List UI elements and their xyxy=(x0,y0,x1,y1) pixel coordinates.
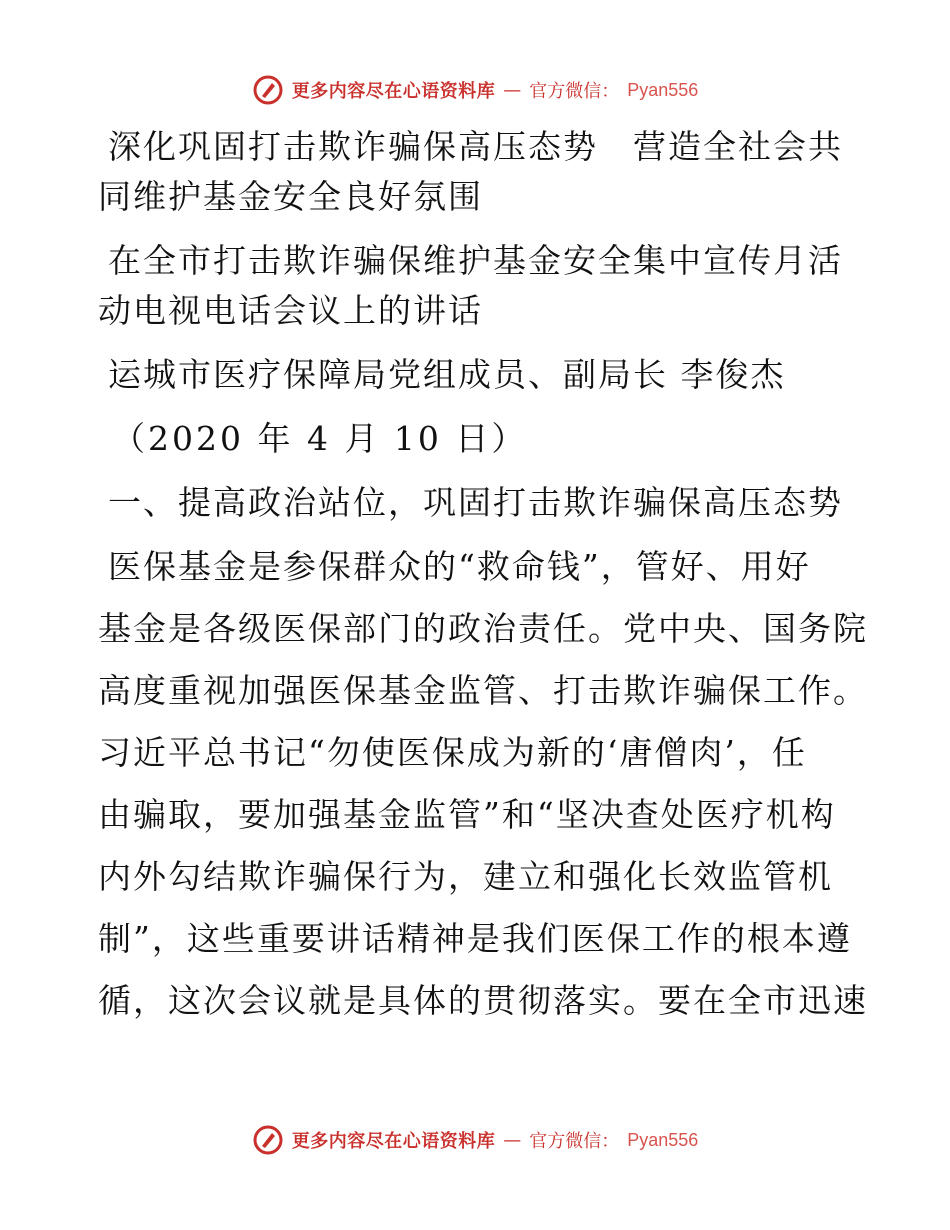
body-line: 制”，这些重要讲话精神是我们医保工作的根本遵 xyxy=(98,919,852,958)
body-line: 由骗取，要加强基金监管”和“坚决查处医疗机构 xyxy=(98,795,836,834)
section-heading xyxy=(98,478,858,528)
watermark-dash: — xyxy=(503,1129,522,1151)
body-line: 高度重视加强医保基金监管、打击欺诈骗保工作。 xyxy=(98,671,868,710)
title-line: 深化巩固打击欺诈骗保高压态势 营造全社会共 xyxy=(108,127,843,166)
footer-watermark xyxy=(0,1120,950,1160)
document-author xyxy=(98,350,858,400)
pen-logo-icon xyxy=(252,74,284,106)
document-subtitle xyxy=(98,236,858,336)
title-line: 同维护基金安全良好氛围 xyxy=(98,177,483,216)
subtitle-line: 动电视电话会议上的讲话 xyxy=(98,291,483,330)
body-line: 循，这次会议就是具体的贯彻落实。要在全市迅速 xyxy=(98,981,868,1020)
watermark-handle: Pyan556 xyxy=(627,1129,699,1150)
author-line: 运城市医疗保障局党组成员、副局长 李俊杰 xyxy=(108,355,786,394)
document-title xyxy=(98,122,858,222)
body-paragraph xyxy=(98,542,868,1026)
document-date xyxy=(98,414,858,464)
body-line: 习近平总书记“勿使医保成为新的‘唐僧肉’，任 xyxy=(98,733,807,772)
watermark-handle: Pyan556 xyxy=(627,79,699,100)
body-line: 医保基金是参保群众的“救命钱”，管好、用好 xyxy=(108,547,811,586)
watermark-text: 更多内容尽在心语资料库 xyxy=(291,1131,496,1152)
watermark-label: 官方微信： xyxy=(529,81,620,102)
watermark-label: 官方微信： xyxy=(529,1131,620,1152)
watermark-dash: — xyxy=(503,79,522,101)
pen-logo-icon xyxy=(252,1124,284,1156)
subtitle-line: 在全市打击欺诈骗保维护基金安全集中宣传月活 xyxy=(108,241,843,280)
body-line: 内外勾结欺诈骗保行为，建立和强化长效监管机 xyxy=(98,857,833,896)
body-line: 基金是各级医保部门的政治责任。党中央、国务院 xyxy=(98,609,868,648)
date-line: （2020 年 4 月 10 日） xyxy=(112,419,528,458)
section-heading-line: 一、提高政治站位，巩固打击欺诈骗保高压态势 xyxy=(108,483,843,522)
header-watermark xyxy=(0,70,950,110)
document-body xyxy=(98,122,868,1026)
watermark-text: 更多内容尽在心语资料库 xyxy=(291,81,496,102)
